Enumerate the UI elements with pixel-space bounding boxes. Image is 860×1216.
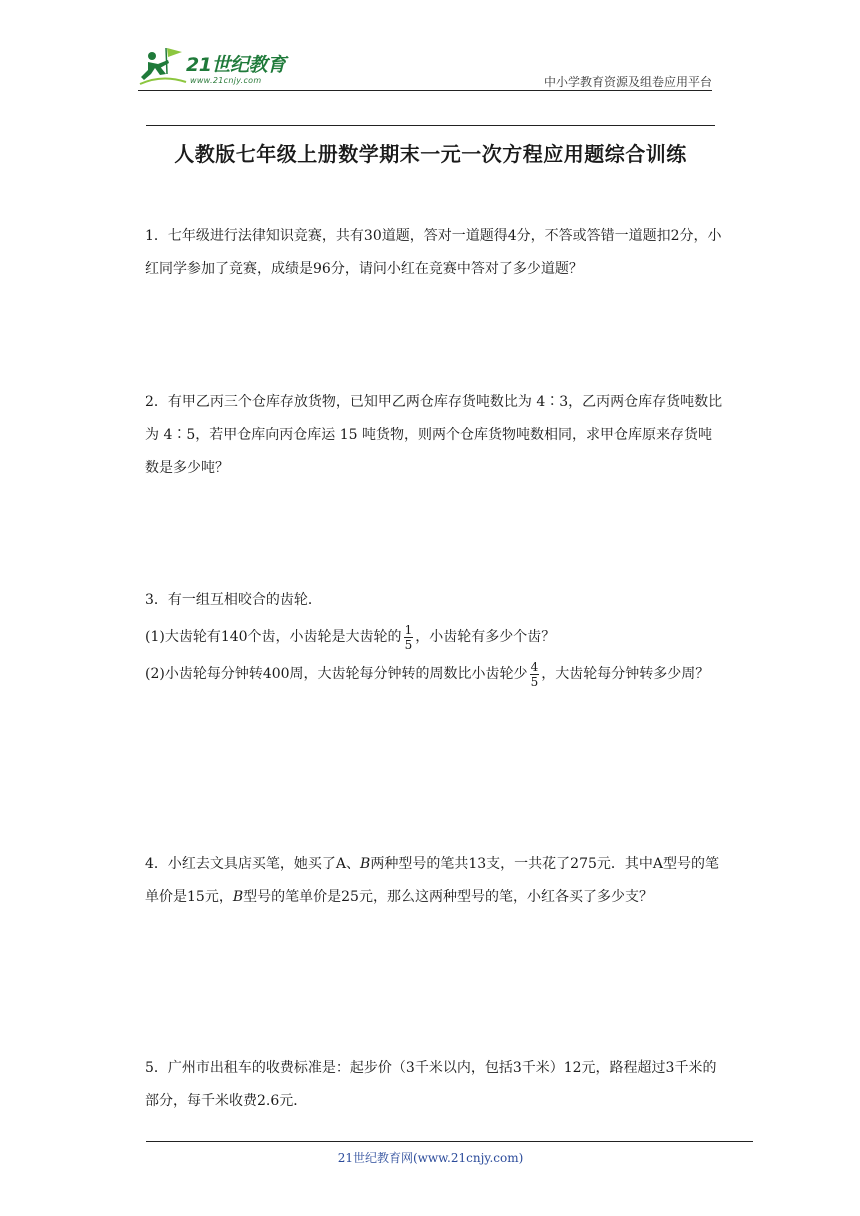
q4-seg-3: 型号的笔单价是15元， <box>145 856 720 905</box>
q4-seg-1: 4．小红去文具店买笔，她买了 <box>145 856 336 872</box>
question-4 <box>145 848 725 914</box>
question-3-part-1 <box>145 621 725 654</box>
question-1-text: 1．七年级进行法律知识竞赛，共有30道题，答对一道题得4分，不答或答错一道题扣2分，小红同学参加了竞赛，成绩是96分，请问小红在竞赛中答对了多少道题？ <box>145 228 722 277</box>
question-4-text <box>145 848 725 914</box>
logo-url: www.21cnjy.com <box>190 76 262 85</box>
page-footer: 21世纪教育网(www.21cnjy.com) <box>337 1151 524 1165</box>
question-5 <box>145 1052 725 1118</box>
q4-sep: 、 <box>346 856 361 872</box>
q4-type-a-2: A <box>652 856 664 872</box>
runner-icon <box>138 44 188 88</box>
question-3-intro: 3．有一组互相咬合的齿轮． <box>145 592 322 608</box>
question-3 <box>145 584 725 691</box>
fraction-denominator: 5 <box>530 674 539 689</box>
fraction-numerator: 1 <box>404 622 413 637</box>
question-3-part-1-end: ，小齿轮有多少个齿？ <box>415 629 556 645</box>
header-divider <box>138 90 712 91</box>
question-3-part-2 <box>145 658 725 691</box>
fraction-one-fifth <box>404 623 414 652</box>
fraction-numerator: 4 <box>530 659 539 674</box>
title-divider <box>146 125 715 126</box>
page-header <box>138 40 712 92</box>
q4-type-b: B <box>360 856 371 872</box>
question-2-text: 2．有甲乙丙三个仓库存放货物，已知甲乙两仓库存货吨数比为 4∶3，乙丙两仓库存货吨数比为 4∶5，若甲仓库向丙仓库运 15 吨货物，则两个仓库货物吨数相同，求甲仓库原来存货吨数是多少吨？ <box>145 394 723 476</box>
question-2 <box>145 386 725 485</box>
question-3-part-1-text: (1)大齿轮有140个齿，小齿轮是大齿轮的 <box>145 629 402 645</box>
q4-seg-2: 两种型号的笔共13支，一共花了275元．其中 <box>370 856 653 872</box>
question-3-part-2-end: ，大齿轮每分钟转多少周？ <box>541 666 710 682</box>
q4-type-a: A <box>335 856 347 872</box>
fraction-denominator: 5 <box>404 637 413 652</box>
q4-type-b-2: B <box>232 889 244 905</box>
question-5-text: 5．广州市出租车的收费标准是：起步价（3千米以内，包括3千米）12元，路程超过3千米的部分，每千米收费2.6元． <box>145 1060 717 1109</box>
question-1 <box>145 220 725 286</box>
document-title: 人教版七年级上册数学期末一元一次方程应用题综合训练 <box>174 142 687 166</box>
site-logo <box>138 44 318 90</box>
question-3-part-2-text: (2)小齿轮每分钟转400周，大齿轮每分钟转的周数比小齿轮少 <box>145 666 528 682</box>
q4-seg-4: 型号的笔单价是25元，那么这两种型号的笔，小红各买了多少支？ <box>243 889 653 905</box>
logo-text: 21世纪教育 <box>186 54 286 76</box>
platform-label: 中小学教育资源及组卷应用平台 <box>543 75 712 89</box>
footer-divider <box>146 1141 753 1142</box>
fraction-four-fifths <box>530 660 540 689</box>
